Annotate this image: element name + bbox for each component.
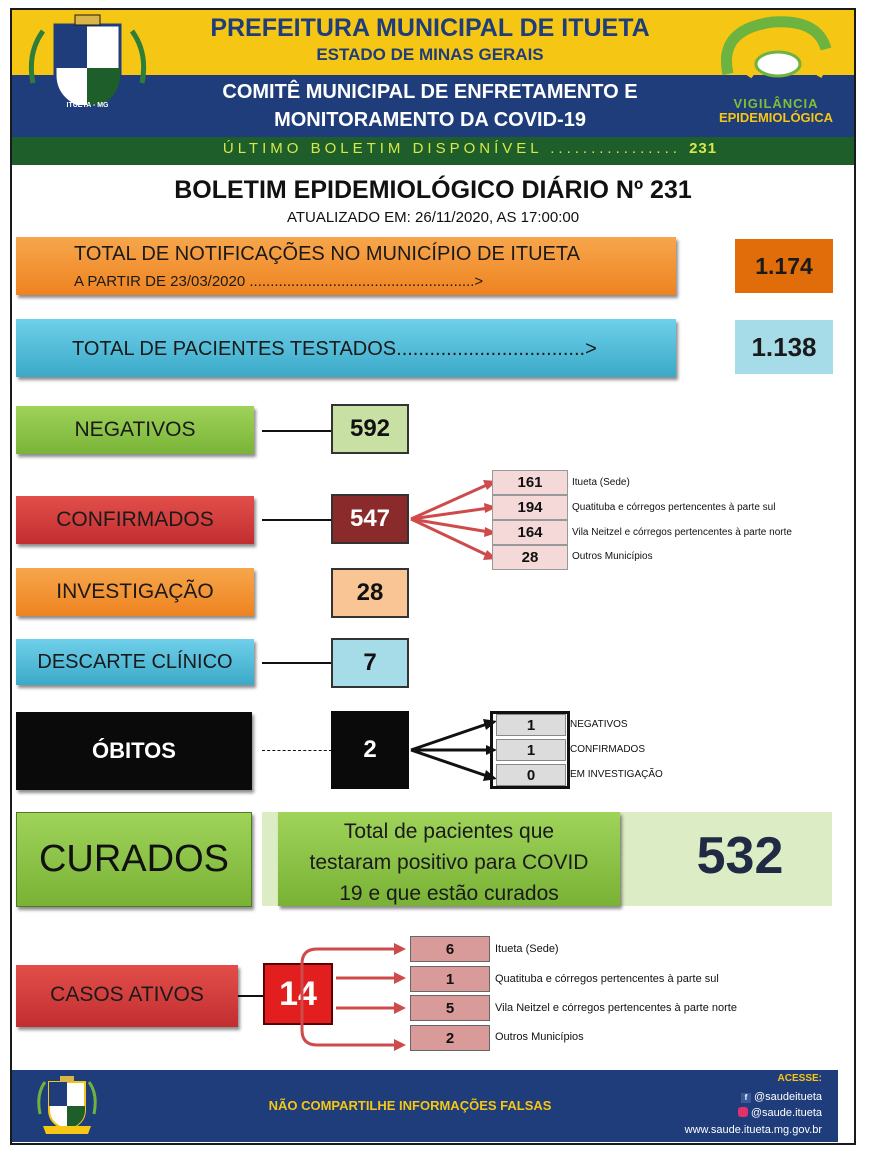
bulletin-updated: ATUALIZADO EM: 26/11/2020, AS 17:00:00 [286,209,580,226]
epidemiologica-word: EPIDEMIOLÓGICA [718,110,834,125]
descarte-connector [262,662,332,664]
testados-label: TOTAL DE PACIENTES TESTADOS..................................> [72,338,597,360]
confirmados-arrows [409,470,499,570]
curados-description [278,816,620,909]
comite-line-2: MONITORAMENTO DA COVID-19 [274,109,586,131]
obitos-arrows [409,712,499,792]
notificacoes-label-1: TOTAL DE NOTIFICAÇÕES NO MUNICÍPIO DE ITUETA [74,243,580,265]
confirmados-value: 547 [331,494,409,544]
curados-desc-line-3: 19 e que estão curados [339,882,559,905]
vigilancia-word: VIGILÂNCIA [733,96,819,111]
negativos-label: NEGATIVOS [74,418,196,441]
obitos-connector [262,750,332,751]
ultimo-boletim-number: 231 [689,140,718,157]
curados-desc-line-1: Total de pacientes que [343,820,555,843]
conf-norte-value: 164 [492,520,568,545]
footer-acesse: ACESSE: [777,1073,822,1084]
investigacao-label: INVESTIGAÇÃO [56,580,214,603]
bulletin-title: BOLETIM EPIDEMIOLÓGICO DIÁRIO Nº 231 [174,176,692,204]
curados-label: CURADOS [38,838,230,880]
investigacao-value: 28 [331,568,409,618]
curados-value: 532 [696,827,784,885]
curados-desc-line-2: testaram positivo para COVID [309,851,589,874]
notificacoes-label-2: A PARTIR DE 23/03/2020 ......................................................> [74,273,484,290]
ativos-connector [238,995,264,997]
conf-sul-value: 194 [492,495,568,520]
prefeitura-title: PREFEITURA MUNICIPAL DE ITUETA [210,14,650,42]
obitos-negativos-label: NEGATIVOS [570,719,628,730]
facebook-icon: f [741,1093,751,1103]
comite-line-1: COMITÊ MUNICIPAL DE ENFRETAMENTO E [222,81,638,103]
notificacoes-value: 1.174 [735,239,833,293]
ativos-outros-value: 2 [410,1025,490,1051]
confirmados-label: CONFIRMADOS [56,508,214,531]
obitos-investigacao-value: 0 [496,764,566,786]
footer-message: NÃO COMPARTILHE INFORMAÇÕES FALSAS [268,1098,552,1113]
ultimo-boletim-label: ÚLTIMO BOLETIM DISPONÍVEL ................ [222,140,681,157]
conf-sede-label: Itueta (Sede) [572,477,630,488]
conf-outros-value: 28 [492,545,568,570]
obitos-investigacao-label: EM INVESTIGAÇÃO [570,769,663,780]
ativos-norte-label: Vila Neitzel e córregos pertencentes à parte norte [495,1002,737,1014]
estado-title: ESTADO DE MINAS GERAIS [316,45,544,64]
ativos-norte-value: 5 [410,995,490,1021]
footer-website[interactable]: www.saude.itueta.mg.gov.br [684,1124,822,1136]
obitos-confirmados-value: 1 [496,739,566,761]
negativos-connector [262,430,332,432]
footer-coat-of-arms-logo [35,1074,99,1138]
facebook-handle: @saudeitueta [753,1091,822,1103]
obitos-negativos-value: 1 [496,714,566,736]
descarte-label: DESCARTE CLÍNICO [37,651,233,673]
ativos-arrows [290,940,410,1055]
confirmados-connector [262,519,332,521]
obitos-confirmados-label: CONFIRMADOS [570,744,645,755]
negativos-value: 592 [331,404,409,454]
testados-value: 1.138 [735,320,833,374]
ativos-sede-value: 6 [410,936,490,962]
footer-facebook[interactable] [741,1091,822,1103]
obitos-value: 2 [331,711,409,789]
ativos-value: 14 [263,963,333,1025]
ativos-sul-value: 1 [410,966,490,992]
conf-sede-value: 161 [492,470,568,495]
ativos-outros-label: Outros Municípios [495,1031,584,1043]
coat-of-arms-ribbon-text: ITUETA - MG [66,102,109,109]
ativos-sede-label: Itueta (Sede) [495,943,559,955]
obitos-label: ÓBITOS [92,738,176,763]
conf-outros-label: Outros Municípios [572,551,653,562]
descarte-value: 7 [331,638,409,688]
footer-instagram[interactable] [738,1107,822,1119]
instagram-handle: @saude.itueta [750,1107,822,1119]
instagram-icon [738,1107,748,1117]
ativos-label: CASOS ATIVOS [50,983,204,1006]
ativos-sul-label: Quatituba e córregos pertencentes à parte sul [495,973,719,985]
conf-norte-label: Vila Neitzel e córregos pertencentes à parte norte [572,527,792,538]
conf-sul-label: Quatituba e córregos pertencentes à parte sul [572,502,776,513]
